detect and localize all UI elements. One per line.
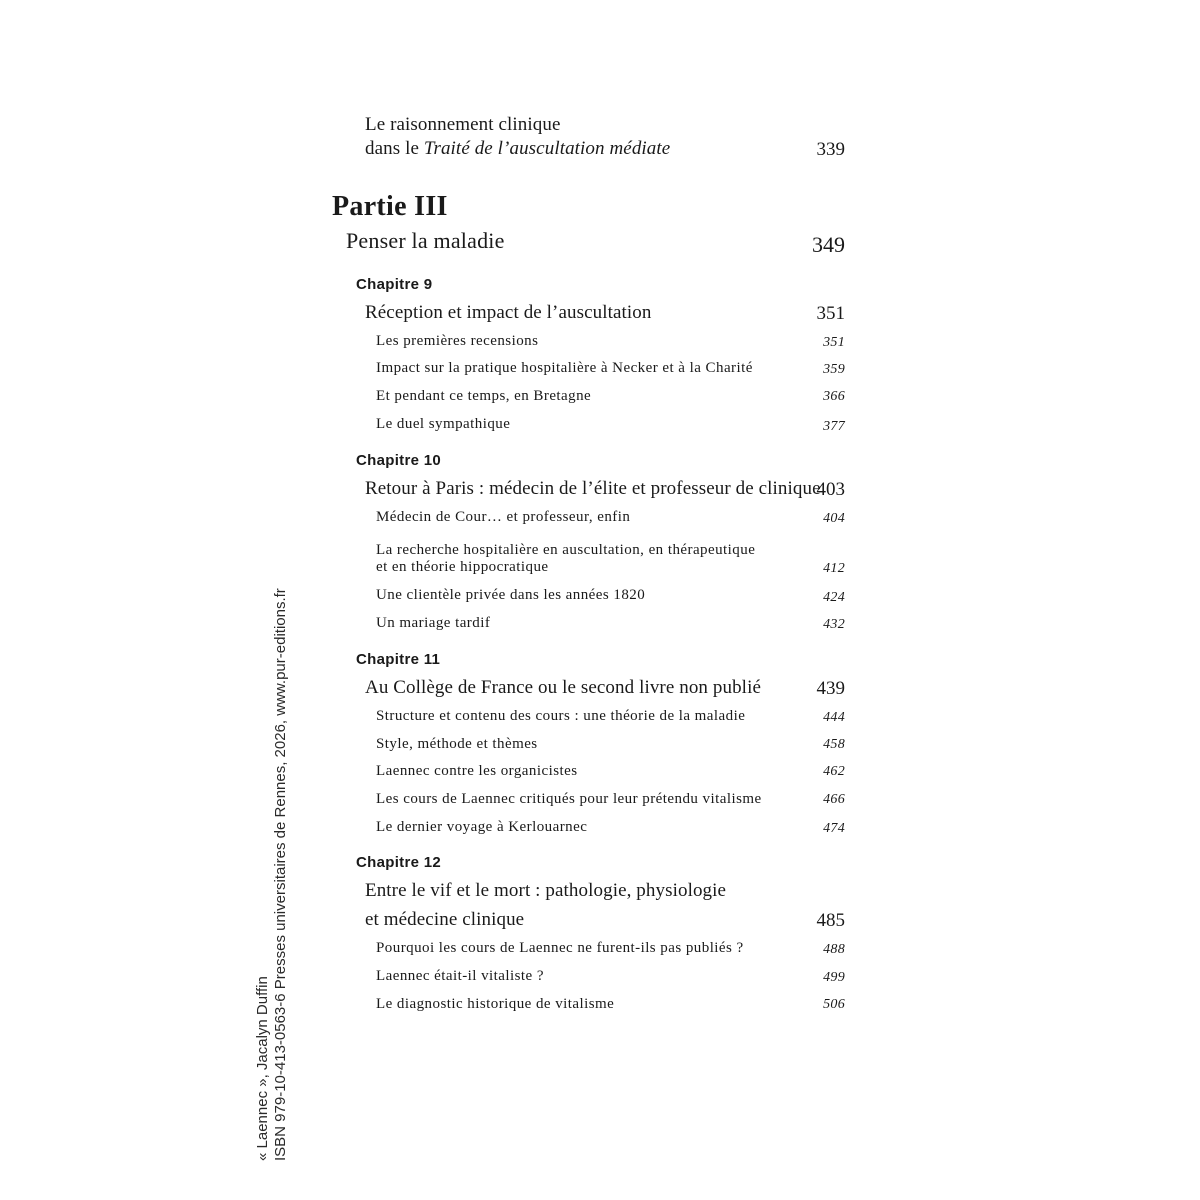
section-title-line1: La recherche hospitalière en auscultation, en thérapeutique — [376, 542, 756, 558]
section-title: Style, méthode et thèmes — [376, 736, 538, 752]
chapter-title-line2: et médecine clinique — [365, 909, 525, 930]
section-page: 462 — [823, 764, 845, 779]
section-title: Les premières recensions — [376, 333, 539, 349]
intro-title-line1: Le raisonnement clinique — [365, 114, 561, 135]
section-page: 351 — [823, 335, 845, 350]
section-page: 359 — [823, 362, 845, 377]
section-title: Le dernier voyage à Kerlouarnec — [376, 819, 588, 835]
part-page: 349 — [812, 232, 845, 257]
section-page: 432 — [823, 617, 845, 632]
section-title-line2: et en théorie hippocratique — [376, 559, 549, 575]
section-page: 377 — [823, 419, 845, 434]
chapter-title: Retour à Paris : médecin de l’élite et professeur de clinique — [365, 478, 821, 499]
section-page: 412 — [823, 561, 845, 576]
chapter-label: Chapitre 9 — [356, 276, 433, 293]
chapter-label: Chapitre 11 — [356, 651, 441, 668]
chapter-title-line1: Entre le vif et le mort : pathologie, physiologie — [365, 880, 727, 901]
intro-title-line2 — [365, 138, 670, 160]
credit-line1: « Laennec », Jacalyn Duffin — [254, 976, 271, 1161]
chapter-page: 351 — [816, 303, 845, 324]
credit-line2: ISBN 979-10-413-0563-6 Presses universitaires de Rennes, 2026, www.pur-editions.fr — [272, 588, 289, 1161]
section-title: Le diagnostic historique de vitalisme — [376, 996, 615, 1012]
section-page: 444 — [823, 710, 845, 725]
section-title: Une clientèle privée dans les années 1820 — [376, 587, 646, 603]
section-title: Les cours de Laennec critiqués pour leur prétendu vitalisme — [376, 791, 762, 807]
section-title: Et pendant ce temps, en Bretagne — [376, 388, 592, 404]
chapter-page: 403 — [816, 479, 845, 500]
intro-title-prefix: dans le — [365, 138, 424, 159]
section-page: 424 — [823, 590, 845, 605]
section-page: 474 — [823, 821, 845, 836]
section-title: Laennec était-il vitaliste ? — [376, 968, 544, 984]
section-title: Laennec contre les organicistes — [376, 763, 578, 779]
section-title: Le duel sympathique — [376, 416, 511, 432]
section-title: Impact sur la pratique hospitalière à Necker et à la Charité — [376, 360, 753, 376]
chapter-title: Réception et impact de l’auscultation — [365, 302, 652, 323]
side-credit — [254, 588, 290, 1161]
section-title: Un mariage tardif — [376, 615, 491, 631]
section-page: 366 — [823, 389, 845, 404]
section-title: Structure et contenu des cours : une théorie de la maladie — [376, 708, 746, 724]
section-title: Pourquoi les cours de Laennec ne furent-ils pas publiés ? — [376, 940, 744, 956]
part-subtitle: Penser la maladie — [346, 228, 505, 253]
section-page: 404 — [823, 511, 845, 526]
section-title: Médecin de Cour… et professeur, enfin — [376, 509, 631, 525]
intro-page: 339 — [816, 139, 845, 160]
chapter-page: 439 — [816, 678, 845, 699]
section-page: 499 — [823, 970, 845, 985]
intro-title-italic: Traité de l’auscultation médiate — [423, 138, 671, 159]
chapter-title: Au Collège de France ou le second livre non publié — [365, 677, 761, 698]
chapter-page: 485 — [816, 910, 845, 931]
section-page: 488 — [823, 942, 845, 957]
chapter-label: Chapitre 10 — [356, 452, 441, 469]
part-title: Partie III — [332, 191, 448, 222]
section-page: 466 — [823, 792, 845, 807]
section-page: 458 — [823, 737, 845, 752]
chapter-label: Chapitre 12 — [356, 854, 441, 871]
section-page: 506 — [823, 997, 845, 1012]
